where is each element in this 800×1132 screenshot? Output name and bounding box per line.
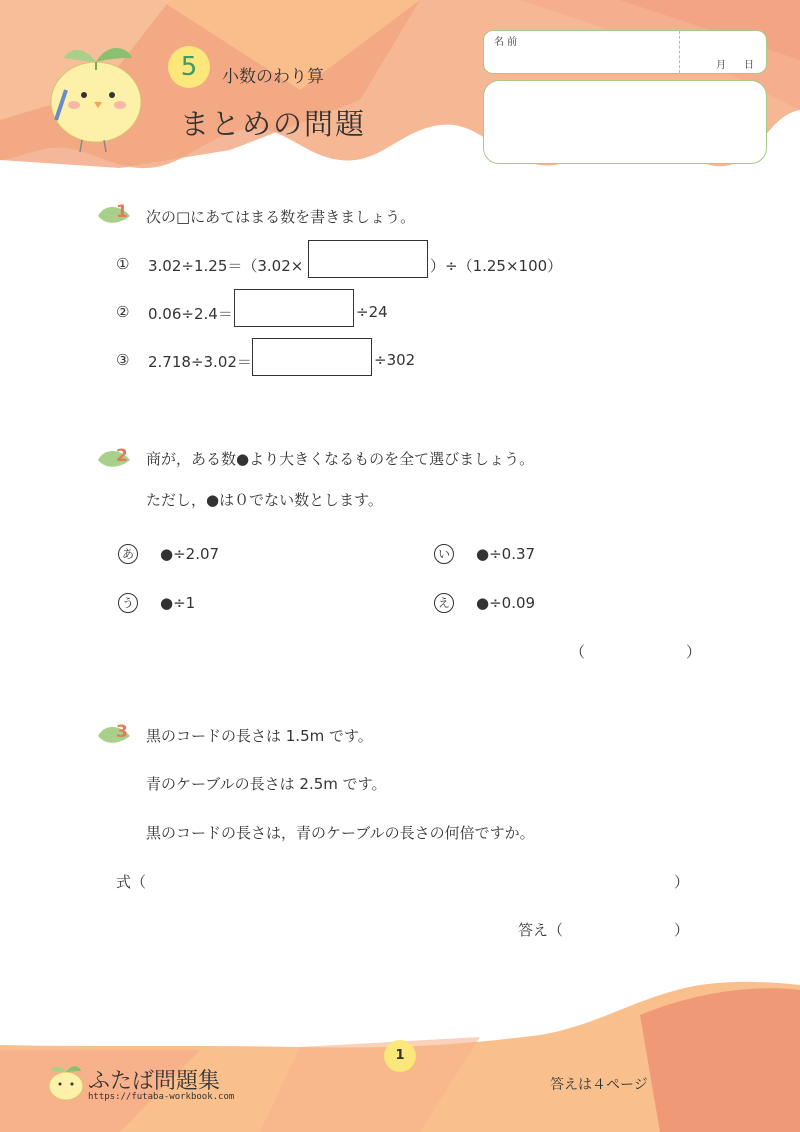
q1-instruction: 次の□にあてはまる数を書きましょう。 — [146, 208, 416, 226]
q2-option-b-marker: い — [434, 544, 454, 564]
page-title: まとめの問題 — [180, 107, 367, 141]
q2-option-a-marker: あ — [118, 544, 138, 564]
q3-line3: 黒のコードの長さは，青のケーブルの長さの何倍ですか。 — [146, 824, 535, 842]
q1-item2-left: 0.06÷2.4＝ — [148, 305, 233, 323]
month-label: 月 — [716, 60, 726, 71]
q1-item1-marker: ① — [116, 255, 130, 273]
q1-item1-left: 3.02÷1.25＝（3.02× — [148, 257, 304, 275]
q1-item2-answer-box[interactable] — [234, 289, 354, 327]
q2-number: 2 — [116, 446, 128, 466]
q3-answer-field[interactable] — [566, 912, 670, 940]
q3-number: 3 — [116, 722, 128, 742]
answer-page-note: 答えは４ページ — [550, 1077, 648, 1093]
q1-item3-left: 2.718÷3.02＝ — [148, 353, 252, 371]
page-number: 1 — [395, 1048, 405, 1063]
unit-title: 小数のわり算 — [222, 67, 324, 87]
q1-item1-answer-box[interactable] — [308, 240, 428, 278]
name-field[interactable] — [483, 30, 767, 74]
day-label: 日 — [744, 60, 754, 71]
q1-item3-marker: ③ — [116, 351, 130, 369]
q2-answer-field[interactable] — [590, 634, 684, 660]
brand-url[interactable]: https://futaba-workbook.com — [88, 1092, 235, 1102]
q2-line2: ただし，●は０でない数とします。 — [146, 491, 383, 509]
unit-number: 5 — [180, 52, 198, 82]
q3-answer-label: 答え（ — [518, 921, 564, 939]
page-number-badge — [384, 1040, 416, 1072]
q3-line1: 黒のコードの長さは 1.5m です。 — [146, 727, 373, 745]
brand-name: ふたば問題集 — [88, 1069, 221, 1094]
q2-option-a-expr: ●÷2.07 — [160, 545, 220, 563]
q3-answer-close: ） — [674, 921, 690, 939]
q2-answer-open: （ — [570, 643, 586, 661]
q2-line1: 商が，ある数●より大きくなるものを全て選びましょう。 — [146, 450, 535, 468]
q2-option-c-marker: う — [118, 593, 138, 613]
q1-item3-answer-box[interactable] — [252, 338, 372, 376]
date-divider — [679, 31, 680, 73]
q3-formula-label: 式（ — [116, 873, 147, 891]
q2-option-b-expr: ●÷0.37 — [476, 545, 536, 563]
q3-formula-field[interactable] — [150, 864, 670, 892]
q3-formula-close: ） — [674, 873, 690, 891]
unit-number-badge — [168, 46, 210, 88]
q1-number: 1 — [116, 202, 128, 222]
q2-option-c-expr: ●÷1 — [160, 594, 196, 612]
chick-logo-icon — [46, 1062, 86, 1102]
q2-option-d-marker: え — [434, 593, 454, 613]
q1-item2-right: ÷24 — [356, 303, 388, 321]
q3-line2: 青のケーブルの長さは 2.5m です。 — [146, 775, 387, 793]
name-label: 名 前 — [494, 37, 518, 48]
q2-answer-close: ） — [686, 643, 702, 661]
q1-item2-marker: ② — [116, 303, 130, 321]
score-box[interactable] — [483, 80, 767, 164]
chick-mascot-icon — [44, 40, 149, 155]
q1-item3-right: ÷302 — [374, 351, 416, 369]
q1-item1-right: ）÷（1.25×100） — [430, 257, 563, 275]
q2-option-d-expr: ●÷0.09 — [476, 594, 536, 612]
